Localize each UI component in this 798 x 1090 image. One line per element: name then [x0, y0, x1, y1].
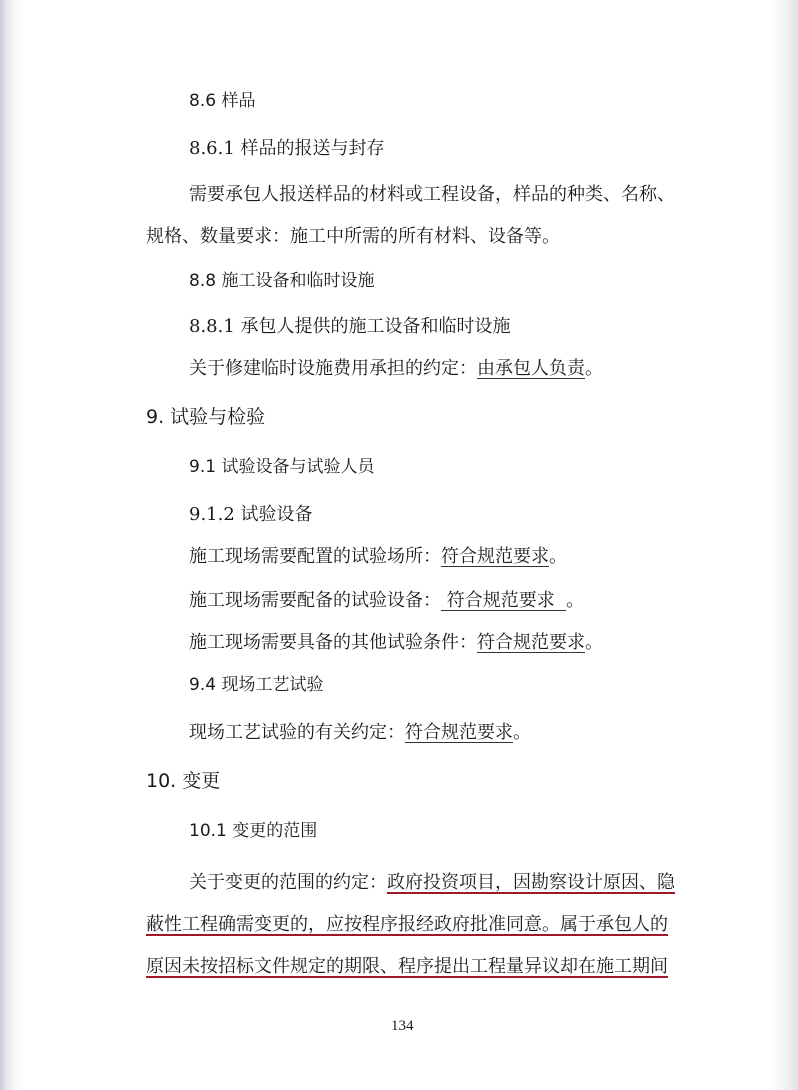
clause-end: 。 [513, 722, 531, 743]
clause-label: 施工现场需要配备的试验设备： [189, 590, 441, 611]
filled-value: 符合规范要求 [441, 590, 567, 611]
clause-end: 。 [585, 358, 603, 379]
filled-value: 由承包人负责 [477, 358, 585, 379]
clause-label: 施工现场需要具备的其他试验条件： [189, 632, 477, 653]
paragraph-line: 规格、数量要求：施工中所需的所有材料、设备等。 [146, 226, 560, 247]
filled-value: 符合规范要求 [477, 632, 585, 653]
heading-9: 9. 试验与检验 [146, 406, 266, 428]
heading-10: 10. 变更 [146, 770, 221, 792]
clause-line [189, 630, 603, 656]
page-number: 134 [391, 1018, 414, 1034]
filled-value: 政府投资项目，因勘察设计原因、隐 [387, 872, 675, 893]
clause-end: 。 [566, 590, 585, 611]
filled-value: 符合规范要求 [441, 546, 549, 567]
clause-label: 关于变更的范围的约定： [189, 872, 387, 893]
clause-end: 。 [549, 546, 567, 567]
clause-label: 施工现场需要配置的试验场所： [189, 546, 441, 567]
heading-8-8-1: 8.8.1 承包人提供的施工设备和临时设施 [189, 316, 511, 337]
filled-value-line: 蔽性工程确需变更的，应按程序报经政府批准同意。属于承包人的 [146, 914, 668, 935]
clause-line [189, 870, 675, 896]
clause-line [189, 720, 531, 746]
paragraph-line: 需要承包人报送样品的材料或工程设备，样品的种类、名称、 [189, 184, 675, 205]
filled-value-line: 原因未按招标文件规定的期限、程序提出工程量异议却在施工期间 [146, 956, 668, 977]
heading-8-6: 8.6 样品 [189, 91, 256, 111]
clause-label: 现场工艺试验的有关约定： [189, 722, 405, 743]
clause-line [189, 544, 567, 570]
heading-8-6-1: 8.6.1 样品的报送与封存 [189, 138, 385, 159]
clause-line [189, 356, 603, 382]
heading-8-8: 8.8 施工设备和临时设施 [189, 271, 375, 291]
clause-label: 关于修建临时设施费用承担的约定： [189, 358, 477, 379]
heading-10-1: 10.1 变更的范围 [189, 821, 318, 841]
clause-end: 。 [585, 632, 603, 653]
heading-9-1: 9.1 试验设备与试验人员 [189, 457, 375, 477]
clause-line [189, 588, 584, 614]
heading-9-1-2: 9.1.2 试验设备 [189, 504, 313, 525]
heading-9-4: 9.4 现场工艺试验 [189, 675, 324, 695]
filled-value: 符合规范要求 [405, 722, 513, 743]
